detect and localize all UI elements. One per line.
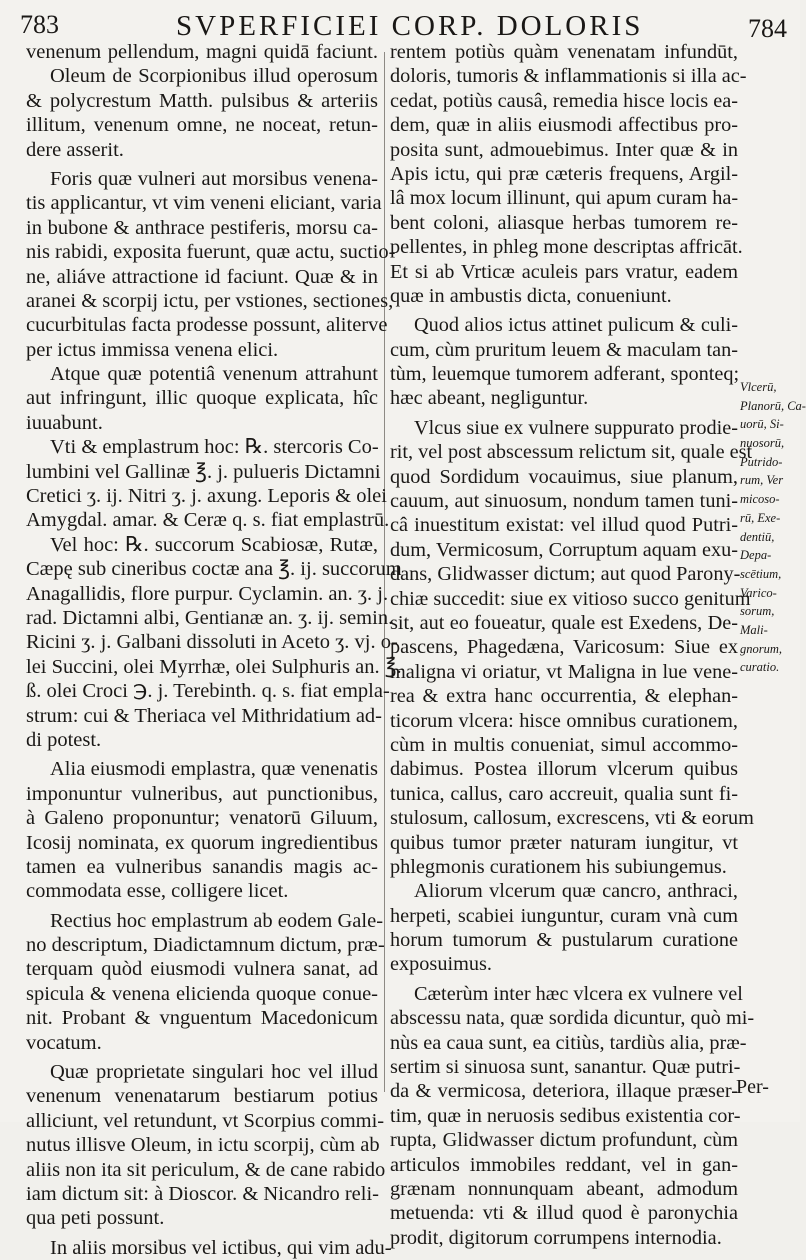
text-line: Cæterùm inter hæc vlcera ex vulnere vel xyxy=(414,982,743,1005)
text-line: horum tumorum & pustularum curatione xyxy=(390,929,738,952)
margin-note-line: rū, Exe- xyxy=(740,510,781,525)
text-line: chiæ succedit: siue ex vitioso succo genitum xyxy=(390,587,751,610)
text-line: strum: cui & Theriaca vel Mithridatium ad- xyxy=(26,704,382,727)
text-line: pascens, Phagedæna, Varicosum: Siue ex xyxy=(390,636,738,659)
text-line: venenum pellendum, magni quidā faciunt. xyxy=(26,41,378,63)
text-line: terquam quòd eiusmodi vulnera sanat, ad xyxy=(26,958,378,981)
text-line: Vlcus siue ex vulnere suppurato prodie- xyxy=(414,416,738,439)
text-line: tùm, leuemque tumorem adferant, sponteq; xyxy=(390,363,740,386)
text-line: articulos immobiles reddant, vel in gan- xyxy=(390,1153,738,1176)
text-line: Et si ab Vrticæ aculeis pars vratur, eadem xyxy=(390,260,738,283)
text-line: tamen ea vulneribus sanandis magis ac- xyxy=(26,855,378,878)
text-line: ticorum vlcera: hisce omnibus curationem, xyxy=(390,709,738,732)
text-line: iam dictum sit: à Dioscor. & Nicandro reli- xyxy=(26,1182,379,1205)
text-line: tim, quæ in neruosis sedibus existentia cor- xyxy=(390,1104,741,1127)
text-line: Foris quæ vulneri aut morsibus venena- xyxy=(50,167,378,190)
text-line: cùm in multis conueniat, simul accommo- xyxy=(390,733,738,756)
margin-note-line: Varico- xyxy=(740,585,777,600)
text-line: ne, aliáve attractione id faciunt. Quæ & in xyxy=(26,265,378,288)
text-line: venenum venenatarum bestiarum potius xyxy=(26,1085,378,1108)
text-line: aut infringunt, illic quoque explicata, hîc xyxy=(26,387,378,410)
margin-note-line: micoso- xyxy=(740,492,780,507)
text-line: aliis non ita sit periculum, & de cane rabido xyxy=(26,1158,386,1181)
text-line: nutus illisve Oleum, in ictu scorpij, cùm ab xyxy=(26,1134,380,1157)
page-number-right: 784 xyxy=(748,14,787,43)
text-line: Ricini ʒ. j. Galbani dissoluti in Aceto ʒ. vj. o- xyxy=(26,631,398,654)
margin-note-line: dentiū, xyxy=(740,529,775,544)
text-line: abscessu nata, quæ sordida dicuntur, quò mi- xyxy=(390,1007,755,1030)
catchword: Per- xyxy=(736,1076,769,1098)
text-line: alliciunt, vel retundunt, vt Scorpius commi- xyxy=(26,1109,385,1132)
text-line: sertim si sinuosa sunt, sanantur. Quæ putri- xyxy=(390,1056,741,1079)
text-line: rentem potiùs quàm venenatam infundūt, xyxy=(390,41,738,63)
text-line: imponuntur vulneribus, aut punctionibus, xyxy=(26,782,378,805)
text-line: Cretici ʒ. ij. Nitri ʒ. j. axung. Leporis & olei xyxy=(26,485,387,508)
margin-note-line: Mali- xyxy=(740,622,768,637)
text-line: Vel hoc: ℞. succorum Scabiosæ, Rutæ, xyxy=(50,533,378,556)
text-line: Icosij nominata, ex quorum ingredientibus xyxy=(26,831,378,854)
text-line: tunica, callus, caro accreuit, qualia sunt fi- xyxy=(390,782,738,805)
running-title: SVPERFICIEI CORP. DOLORIS xyxy=(176,10,644,42)
text-line: rea & extra hanc occurrentia, & elephan- xyxy=(390,685,738,708)
text-line: qua peti possunt. xyxy=(26,1207,165,1230)
margin-note-line: rum, Ver xyxy=(740,473,784,488)
text-line: nis rabidi, exposita fuerunt, quæ actu, suctio- xyxy=(26,241,396,264)
text-line: cucurbitulas facta prodesse possunt, aliterve xyxy=(26,314,388,337)
text-line: exposuimus. xyxy=(390,953,492,976)
text-line: spicula & venena elicienda quoque conue- xyxy=(26,982,378,1005)
text-line: di potest. xyxy=(26,728,102,751)
text-line: dere asserit. xyxy=(26,138,124,161)
text-line: Quod alios ictus attinet pulicum & culi- xyxy=(414,314,738,337)
text-line: Anagallidis, flore purpur. Cyclamin. an. ʒ. j. xyxy=(26,582,389,605)
text-line: rupta, Glidwasser dictum profundunt, cùm xyxy=(390,1129,738,1152)
text-line: Apis ictu, qui præ cæteris frequens, Argil- xyxy=(390,162,738,185)
text-line: per ictus immissa venena elici. xyxy=(26,338,279,361)
page-number-left: 783 xyxy=(20,10,59,39)
margin-note-line: Planorū, Ca- xyxy=(740,398,806,413)
text-line: ß. olei Croci ℈. j. Terebinth. q. s. fiat empla- xyxy=(26,680,390,703)
margin-note-line: Putrido- xyxy=(740,454,783,469)
text-line: cum, cùm pruritum leuem & maculam tan- xyxy=(390,338,738,361)
text-line: cedat, potiùs causâ, remedia hisce locis ea- xyxy=(390,89,739,112)
text-line: quod Sordidum vocauimus, siue planum, xyxy=(390,465,738,488)
text-line: quibus tumor præter naturam iungitur, vt xyxy=(390,831,738,854)
text-line: Cæpę sub cineribus coctæ ana ℥. ij. succorum xyxy=(26,558,402,581)
text-line: dem, quæ in aliis eiusmodi affectibus pro- xyxy=(390,114,738,137)
text-line: à Galeno proponuntur; venatorū Giluum, xyxy=(26,807,378,830)
margin-note-line: Depa- xyxy=(740,548,772,563)
text-line: nùs ea caua sunt, ea citiùs, tardiùs alia, præ- xyxy=(390,1031,747,1054)
text-line: dans, Glidwasser dictum; aut quod Parony- xyxy=(390,563,741,586)
text-line: metuenda: vti & illud quod è paronychia xyxy=(390,1202,738,1225)
text-line: phlegmonis curationem his subiungemus. xyxy=(390,855,727,878)
text-line: Atque quæ potentiâ venenum attrahunt xyxy=(50,363,378,386)
text-line: pellentes, in phleg mone descriptas affricāt. xyxy=(390,236,743,259)
margin-notes xyxy=(740,378,806,677)
margin-note-line: gnorum, xyxy=(740,641,783,656)
text-line: iuuabunt. xyxy=(26,411,103,434)
text-line: quæ in ambustis dicta, conueniunt. xyxy=(390,284,672,307)
text-line: doloris, tumoris & inflammationis si illa ac- xyxy=(390,65,747,88)
text-line: Amygdal. amar. & Ceræ q. s. fiat emplastrū. xyxy=(26,509,390,532)
text-line: cauum, aut sinuosum, nondum tamen tuni- xyxy=(390,490,738,513)
text-line: sit, aut eo foueatur, quale est Exedens, De- xyxy=(390,611,738,634)
text-line: herpeti, scabiei iunguntur, curam vnà cum xyxy=(390,904,738,927)
text-line: Vti & emplastrum hoc: ℞. stercoris Co- xyxy=(50,436,379,459)
text-line: illitum, venenum omne, ne noceat, retun- xyxy=(26,114,378,137)
text-line: tis applicantur, vt vim veneni eliciant, varia xyxy=(26,192,382,215)
text-line: prodit, digitorum corrumpens internodia. xyxy=(390,1226,722,1249)
text-line: dum, Vermicosum, Corruptum aquam exu- xyxy=(390,538,738,561)
text-line: lumbini vel Gallinæ ℥. j. pulueris Dictamni xyxy=(26,460,381,483)
text-line: Quæ proprietate singulari hoc vel illud xyxy=(50,1061,378,1084)
text-line: rit, vel post abscessum relictum sit, quale est xyxy=(390,441,753,464)
text-line: Rectius hoc emplastrum ab eodem Gale- xyxy=(50,909,384,932)
text-line: maligna vi oriatur, vt Maligna in lue vene- xyxy=(390,660,738,683)
text-line: posita sunt, admouebimus. Inter quæ & in xyxy=(390,138,738,161)
text-line: Aliorum vlcerum quæ cancro, anthraci, xyxy=(414,880,738,903)
text-line: Oleum de Scorpionibus illud operosum xyxy=(50,65,378,88)
text-line: aranei & scorpij ictu, per vstiones, sectiones, xyxy=(26,289,394,312)
text-line: nit. Probant & vnguentum Macedonicum xyxy=(26,1007,378,1030)
text-line: câ inuestitum existat: vel illud quod Putri- xyxy=(390,514,738,537)
text-line: da & vermicosa, deteriora, illaque præser- xyxy=(390,1080,738,1103)
text-line: stulosum, callosum, excrescens, vti & eorum xyxy=(390,807,754,830)
text-column-left xyxy=(26,40,402,1260)
text-line: commodata esse, colligere licet. xyxy=(26,880,289,903)
text-line: no descriptum, Diadictamnum dictum, præ- xyxy=(26,934,385,957)
margin-note-line: nuosorū, xyxy=(740,436,785,451)
text-line: rad. Dictamni albi, Gentianæ an. ʒ. ij. semin. xyxy=(26,606,394,629)
text-line: lâ mox locum illinunt, qui apum curam ha- xyxy=(390,187,739,210)
text-line: Alia eiusmodi emplastra, quæ venenatis xyxy=(50,758,378,781)
text-line: hæc abeant, negliguntur. xyxy=(390,387,589,410)
text-line: grænam nonnunquam abeant, admodum xyxy=(390,1177,738,1200)
margin-note-line: sorum, xyxy=(740,604,775,619)
text-line: bent coloni, aliasque herbas tumorem re- xyxy=(390,211,738,234)
margin-note-line: uorū, Si- xyxy=(740,417,784,432)
text-line: In aliis morsibus vel ictibus, qui vim adu- xyxy=(50,1236,392,1259)
margin-note-line: scētium, xyxy=(740,566,782,581)
margin-note-line: curatio. xyxy=(740,660,780,675)
text-line: in bubone & anthrace pestiferis, morsu ca- xyxy=(26,216,378,239)
text-line: vocatum. xyxy=(26,1031,102,1054)
margin-note-line: Vlcerū, xyxy=(740,380,777,394)
text-line: dabimus. Postea illorum vlcerum quibus xyxy=(390,758,738,781)
text-line: & polycrestum Matth. pulsibus & arteriis xyxy=(26,89,378,112)
text-line: lei Succini, olei Myrrhæ, olei Sulphuris an. ℥. xyxy=(26,655,402,678)
